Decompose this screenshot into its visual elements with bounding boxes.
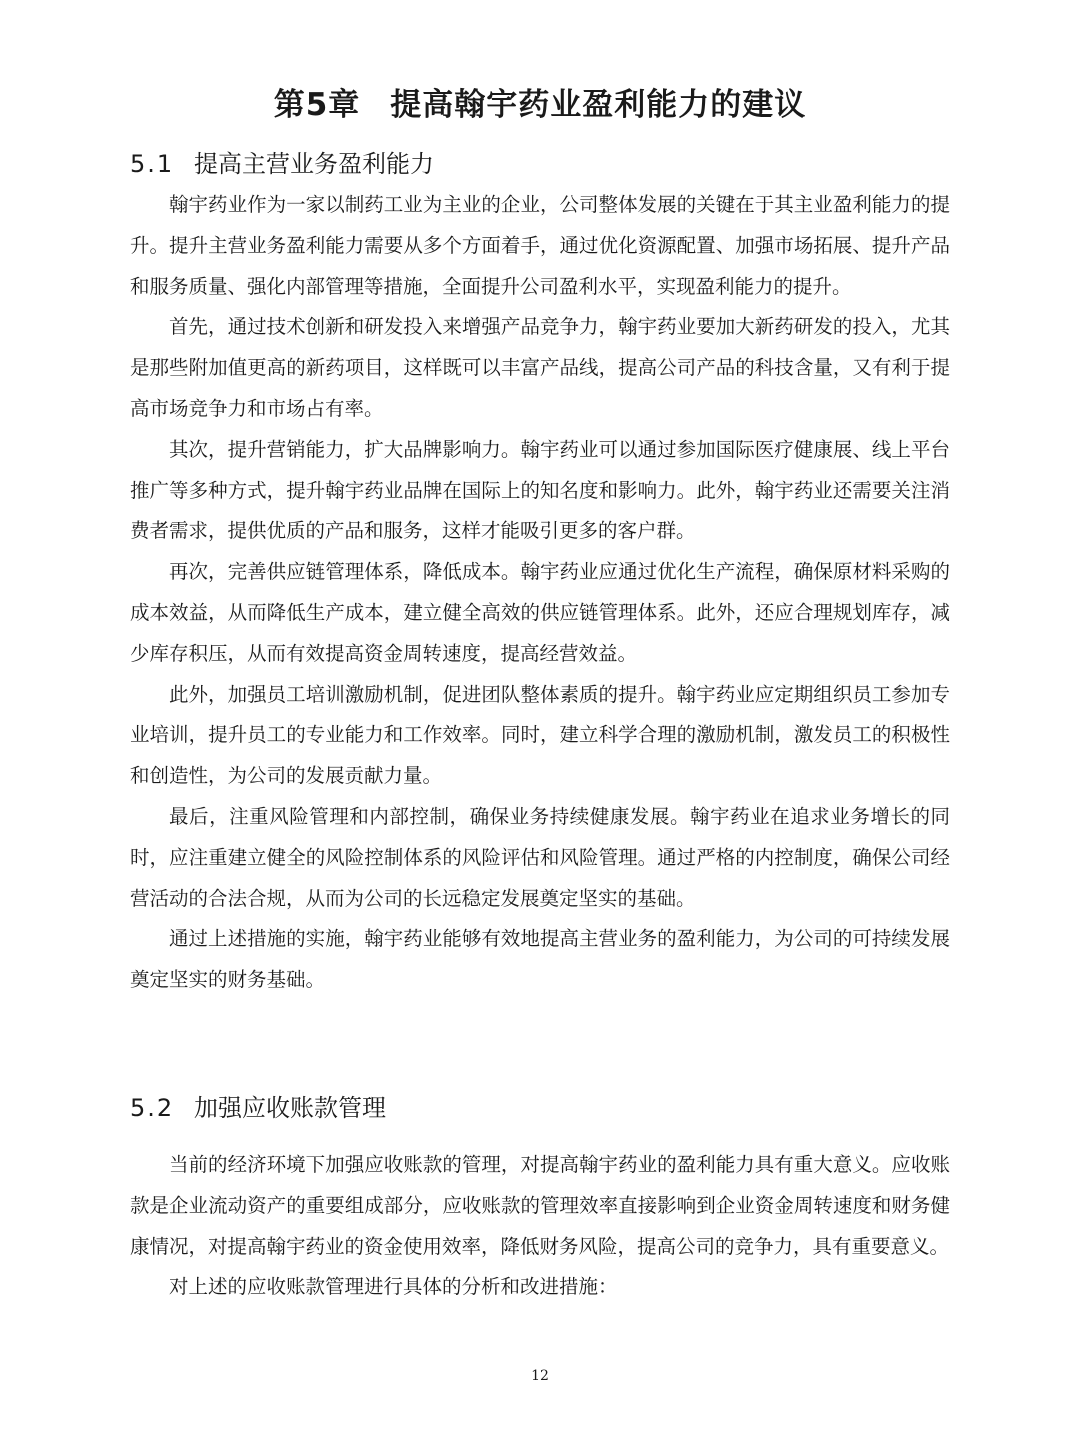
section-title: 提高主营业务盈利能力 <box>194 150 434 178</box>
paragraph: 最后，注重风险管理和内部控制，确保业务持续健康发展。翰宇药业在追求业务增长的同时，应注重建立健全的风险控制体系的风险评估和风险管理。通过严格的内控制度，确保公司经营活动的合法合规，从而为公司的长远稳定发展奠定坚实的基础。 <box>130 804 950 910</box>
paragraph: 再次，完善供应链管理体系，降低成本。翰宇药业应通过优化生产流程，确保原材料采购的成本效益，从而降低生产成本，建立健全高效的供应链管理体系。此外，还应合理规划库存，减少库存积压，从而有效提高资金周转速度，提高经营效益。 <box>130 560 950 665</box>
paragraph: 对上述的应收账款管理进行具体的分析和改进措施： <box>169 1275 618 1299</box>
section-heading-5-2 <box>130 1090 386 1126</box>
section-number: 5.1 <box>130 150 175 178</box>
paragraph: 其次，提升营销能力，扩大品牌影响力。翰宇药业可以通过参加国际医疗健康展、线上平台推广等多种方式，提升翰宇药业品牌在国际上的知名度和影响力。此外，翰宇药业还需要关注消费者需求，提供优质的产品和服务，这样才能吸引更多的客户群。 <box>130 437 950 543</box>
paragraph: 当前的经济环境下加强应收账款的管理，对提高翰宇药业的盈利能力具有重大意义。应收账款是企业流动资产的重要组成部分，应收账款的管理效率直接影响到企业资金周转速度和财务健康情况，对提高翰宇药业的资金使用效率，降低财务风险，提高公司的竞争力，具有重要意义。 <box>130 1153 950 1258</box>
section-title: 加强应收账款管理 <box>194 1094 386 1122</box>
section-body-5-2 <box>130 1145 950 1308</box>
paragraph: 翰宇药业作为一家以制药工业为主业的企业，公司整体发展的关键在于其主业盈利能力的提升。提升主营业务盈利能力需要从多个方面着手，通过优化资源配置、加强市场拓展、提升产品和服务质量、强化内部管理等措施，全面提升公司盈利水平，实现盈利能力的提升。 <box>130 193 950 298</box>
chapter-title <box>0 82 1080 128</box>
paragraph: 此外，加强员工培训激励机制，促进团队整体素质的提升。翰宇药业应定期组织员工参加专业培训，提升员工的专业能力和工作效率。同时，建立科学合理的激励机制，激发员工的积极性和创造性，为公司的发展贡献力量。 <box>130 682 950 788</box>
section-number: 5.2 <box>130 1094 175 1122</box>
paragraph: 首先，通过技术创新和研发投入来增强产品竞争力，翰宇药业要加大新药研发的投入，尤其是那些附加值更高的新药项目，这样既可以丰富产品线，提高公司产品的科技含量，又有利于提高市场竞争力和市场占有率。 <box>130 315 950 420</box>
chapter-number: 第5章 <box>273 87 361 123</box>
page-number: 12 <box>531 1368 549 1384</box>
section-body-5-1 <box>130 185 950 1001</box>
section-heading-5-1 <box>130 146 434 182</box>
paragraph: 通过上述措施的实施，翰宇药业能够有效地提高主营业务的盈利能力，为公司的可持续发展奠定坚实的财务基础。 <box>130 927 950 992</box>
chapter-title-text: 提高翰宇药业盈利能力的建议 <box>390 87 807 123</box>
